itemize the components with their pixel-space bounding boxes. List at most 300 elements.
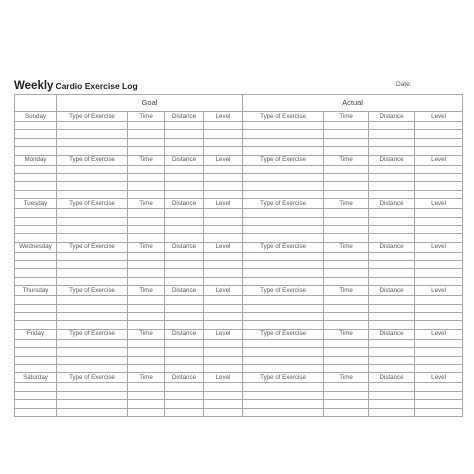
actual-column-header: Time <box>324 329 369 339</box>
entry-cell[interactable] <box>128 277 165 285</box>
entry-cell[interactable] <box>204 234 243 242</box>
entry-cell[interactable] <box>324 165 369 173</box>
entry-cell[interactable] <box>369 209 415 217</box>
entry-cell[interactable] <box>128 304 165 312</box>
entry-cell[interactable] <box>128 261 165 269</box>
entry-cell[interactable] <box>128 391 165 399</box>
group-header-row <box>15 95 463 112</box>
entry-cell[interactable] <box>204 348 243 356</box>
entry-row <box>15 400 463 408</box>
entry-cell[interactable] <box>243 269 324 277</box>
entry-cell[interactable] <box>165 261 204 269</box>
entry-cell[interactable] <box>128 138 165 146</box>
entry-cell[interactable] <box>204 383 243 391</box>
entry-cell[interactable] <box>243 348 324 356</box>
entry-cell[interactable] <box>324 277 369 285</box>
entry-cell[interactable] <box>324 391 369 399</box>
entry-cell[interactable] <box>57 138 128 146</box>
entry-cell[interactable] <box>204 269 243 277</box>
entry-cell[interactable] <box>165 269 204 277</box>
entry-cell[interactable] <box>243 173 324 181</box>
entry-cell[interactable] <box>204 209 243 217</box>
entry-cell[interactable] <box>415 165 463 173</box>
entry-cell[interactable] <box>57 383 128 391</box>
entry-cell[interactable] <box>415 400 463 408</box>
entry-cell[interactable] <box>165 138 204 146</box>
entry-cell[interactable] <box>369 313 415 321</box>
entry-cell[interactable] <box>324 348 369 356</box>
entry-cell[interactable] <box>165 356 204 364</box>
entry-cell[interactable] <box>369 296 415 304</box>
entry-cell[interactable] <box>204 122 243 130</box>
entry-cell[interactable] <box>324 296 369 304</box>
entry-cell[interactable] <box>324 313 369 321</box>
entry-cell[interactable] <box>415 225 463 233</box>
entry-cell[interactable] <box>415 261 463 269</box>
entry-cell[interactable] <box>15 122 57 130</box>
entry-cell[interactable] <box>57 408 128 416</box>
entry-cell[interactable] <box>369 182 415 190</box>
entry-cell[interactable] <box>243 209 324 217</box>
entry-cell[interactable] <box>324 217 369 225</box>
entry-row <box>15 296 463 304</box>
entry-cell[interactable] <box>15 182 57 190</box>
entry-cell[interactable] <box>57 147 128 155</box>
entry-cell[interactable] <box>128 190 165 198</box>
entry-cell[interactable] <box>57 391 128 399</box>
entry-cell[interactable] <box>243 408 324 416</box>
actual-column-header: Distance <box>369 155 415 165</box>
entry-cell[interactable] <box>15 391 57 399</box>
actual-column-header: Distance <box>369 242 415 252</box>
entry-cell[interactable] <box>128 313 165 321</box>
entry-cell[interactable] <box>15 209 57 217</box>
entry-cell[interactable] <box>324 304 369 312</box>
entry-cell[interactable] <box>243 277 324 285</box>
entry-cell[interactable] <box>243 261 324 269</box>
entry-cell[interactable] <box>165 321 204 329</box>
entry-cell[interactable] <box>243 130 324 138</box>
entry-cell[interactable] <box>165 147 204 155</box>
entry-cell[interactable] <box>204 173 243 181</box>
entry-cell[interactable] <box>204 296 243 304</box>
entry-cell[interactable] <box>369 304 415 312</box>
actual-column-header: Time <box>324 286 369 296</box>
entry-cell[interactable] <box>57 209 128 217</box>
entry-row <box>15 321 463 329</box>
entry-cell[interactable] <box>57 165 128 173</box>
entry-cell[interactable] <box>15 400 57 408</box>
entry-cell[interactable] <box>369 173 415 181</box>
entry-cell[interactable] <box>369 138 415 146</box>
entry-cell[interactable] <box>369 252 415 260</box>
entry-cell[interactable] <box>415 339 463 347</box>
entry-cell[interactable] <box>15 304 57 312</box>
entry-cell[interactable] <box>324 383 369 391</box>
day-label-row <box>15 112 463 122</box>
entry-cell[interactable] <box>369 190 415 198</box>
actual-column-header: Type of Exercise <box>243 242 324 252</box>
entry-cell[interactable] <box>57 225 128 233</box>
entry-cell[interactable] <box>128 217 165 225</box>
entry-cell[interactable] <box>165 364 204 372</box>
entry-cell[interactable] <box>369 408 415 416</box>
entry-cell[interactable] <box>57 173 128 181</box>
entry-cell[interactable] <box>15 252 57 260</box>
entry-cell[interactable] <box>204 190 243 198</box>
entry-cell[interactable] <box>15 408 57 416</box>
entry-cell[interactable] <box>415 173 463 181</box>
entry-cell[interactable] <box>369 364 415 372</box>
entry-cell[interactable] <box>165 339 204 347</box>
entry-cell[interactable] <box>369 234 415 242</box>
entry-cell[interactable] <box>243 339 324 347</box>
title-rest: Cardio Exercise Log <box>55 81 138 91</box>
entry-cell[interactable] <box>15 173 57 181</box>
goal-column-header: Level <box>204 112 243 122</box>
entry-row <box>15 165 463 173</box>
goal-column-header: Distance <box>165 242 204 252</box>
entry-cell[interactable] <box>15 130 57 138</box>
entry-cell[interactable] <box>57 190 128 198</box>
entry-cell[interactable] <box>204 364 243 372</box>
entry-cell[interactable] <box>15 138 57 146</box>
entry-cell[interactable] <box>204 261 243 269</box>
entry-cell[interactable] <box>15 356 57 364</box>
entry-cell[interactable] <box>165 313 204 321</box>
entry-cell[interactable] <box>57 277 128 285</box>
entry-cell[interactable] <box>15 321 57 329</box>
entry-cell[interactable] <box>57 313 128 321</box>
entry-cell[interactable] <box>243 313 324 321</box>
entry-cell[interactable] <box>415 296 463 304</box>
entry-cell[interactable] <box>324 364 369 372</box>
entry-cell[interactable] <box>243 147 324 155</box>
goal-column-header: Time <box>128 242 165 252</box>
entry-cell[interactable] <box>15 234 57 242</box>
day-name: Saturday <box>15 373 57 383</box>
entry-cell[interactable] <box>324 252 369 260</box>
entry-cell[interactable] <box>57 122 128 130</box>
day-label-row <box>15 373 463 383</box>
entry-cell[interactable] <box>15 383 57 391</box>
entry-cell[interactable] <box>165 122 204 130</box>
day-name: Tuesday <box>15 199 57 209</box>
entry-cell[interactable] <box>204 339 243 347</box>
day-name: Thursday <box>15 286 57 296</box>
entry-cell[interactable] <box>415 408 463 416</box>
goal-column-header: Distance <box>165 112 204 122</box>
entry-cell[interactable] <box>324 122 369 130</box>
entry-cell[interactable] <box>57 304 128 312</box>
goal-column-header: Level <box>204 242 243 252</box>
entry-cell[interactable] <box>243 400 324 408</box>
day-name: Wednesday <box>15 242 57 252</box>
entry-row <box>15 225 463 233</box>
entry-cell[interactable] <box>15 277 57 285</box>
entry-cell[interactable] <box>128 173 165 181</box>
entry-cell[interactable] <box>165 296 204 304</box>
entry-cell[interactable] <box>369 277 415 285</box>
entry-cell[interactable] <box>204 321 243 329</box>
entry-cell[interactable] <box>165 348 204 356</box>
entry-cell[interactable] <box>57 339 128 347</box>
entry-cell[interactable] <box>15 348 57 356</box>
entry-cell[interactable] <box>204 225 243 233</box>
entry-cell[interactable] <box>15 217 57 225</box>
entry-row <box>15 304 463 312</box>
entry-cell[interactable] <box>324 400 369 408</box>
entry-cell[interactable] <box>243 321 324 329</box>
entry-cell[interactable] <box>165 400 204 408</box>
entry-cell[interactable] <box>204 277 243 285</box>
entry-cell[interactable] <box>165 182 204 190</box>
entry-cell[interactable] <box>204 391 243 399</box>
entry-cell[interactable] <box>324 147 369 155</box>
entry-cell[interactable] <box>15 296 57 304</box>
entry-cell[interactable] <box>128 296 165 304</box>
entry-cell[interactable] <box>243 252 324 260</box>
entry-cell[interactable] <box>128 234 165 242</box>
entry-cell[interactable] <box>415 190 463 198</box>
entry-cell[interactable] <box>243 304 324 312</box>
entry-cell[interactable] <box>243 138 324 146</box>
entry-cell[interactable] <box>369 165 415 173</box>
entry-cell[interactable] <box>324 321 369 329</box>
entry-cell[interactable] <box>324 225 369 233</box>
entry-cell[interactable] <box>369 225 415 233</box>
entry-cell[interactable] <box>57 130 128 138</box>
entry-cell[interactable] <box>57 348 128 356</box>
entry-cell[interactable] <box>57 269 128 277</box>
entry-cell[interactable] <box>324 339 369 347</box>
entry-cell[interactable] <box>324 269 369 277</box>
entry-cell[interactable] <box>415 277 463 285</box>
entry-cell[interactable] <box>57 356 128 364</box>
entry-row <box>15 356 463 364</box>
entry-cell[interactable] <box>243 182 324 190</box>
entry-cell[interactable] <box>57 234 128 242</box>
entry-cell[interactable] <box>415 209 463 217</box>
entry-cell[interactable] <box>204 400 243 408</box>
entry-cell[interactable] <box>324 182 369 190</box>
entry-cell[interactable] <box>128 321 165 329</box>
entry-cell[interactable] <box>128 130 165 138</box>
entry-cell[interactable] <box>415 269 463 277</box>
entry-cell[interactable] <box>57 321 128 329</box>
entry-cell[interactable] <box>165 165 204 173</box>
entry-cell[interactable] <box>369 339 415 347</box>
entry-cell[interactable] <box>415 364 463 372</box>
entry-cell[interactable] <box>369 391 415 399</box>
entry-cell[interactable] <box>415 234 463 242</box>
entry-cell[interactable] <box>324 356 369 364</box>
entry-cell[interactable] <box>57 252 128 260</box>
entry-cell[interactable] <box>15 261 57 269</box>
entry-cell[interactable] <box>165 391 204 399</box>
entry-cell[interactable] <box>369 269 415 277</box>
goal-header: Goal <box>57 95 243 112</box>
entry-cell[interactable] <box>369 130 415 138</box>
entry-cell[interactable] <box>415 356 463 364</box>
entry-cell[interactable] <box>243 217 324 225</box>
entry-cell[interactable] <box>243 364 324 372</box>
entry-cell[interactable] <box>57 182 128 190</box>
actual-column-header: Level <box>415 242 463 252</box>
entry-cell[interactable] <box>324 234 369 242</box>
entry-cell[interactable] <box>243 165 324 173</box>
actual-column-header: Time <box>324 373 369 383</box>
entry-cell[interactable] <box>15 269 57 277</box>
title-weekly: Weekly <box>14 80 54 92</box>
day-label-row <box>15 199 463 209</box>
entry-cell[interactable] <box>128 408 165 416</box>
entry-row <box>15 252 463 260</box>
entry-cell[interactable] <box>204 165 243 173</box>
entry-cell[interactable] <box>128 269 165 277</box>
entry-cell[interactable] <box>415 217 463 225</box>
entry-cell[interactable] <box>128 356 165 364</box>
entry-cell[interactable] <box>369 356 415 364</box>
entry-cell[interactable] <box>243 356 324 364</box>
entry-cell[interactable] <box>204 138 243 146</box>
entry-cell[interactable] <box>204 217 243 225</box>
actual-column-header: Type of Exercise <box>243 199 324 209</box>
entry-cell[interactable] <box>15 339 57 347</box>
entry-cell[interactable] <box>243 190 324 198</box>
entry-cell[interactable] <box>324 138 369 146</box>
entry-cell[interactable] <box>324 408 369 416</box>
entry-cell[interactable] <box>243 122 324 130</box>
entry-cell[interactable] <box>128 364 165 372</box>
goal-column-header: Level <box>204 373 243 383</box>
entry-cell[interactable] <box>128 225 165 233</box>
entry-cell[interactable] <box>204 304 243 312</box>
entry-cell[interactable] <box>165 173 204 181</box>
entry-cell[interactable] <box>165 234 204 242</box>
entry-cell[interactable] <box>128 348 165 356</box>
entry-cell[interactable] <box>57 296 128 304</box>
entry-cell[interactable] <box>128 147 165 155</box>
entry-cell[interactable] <box>369 217 415 225</box>
entry-cell[interactable] <box>415 147 463 155</box>
entry-cell[interactable] <box>204 147 243 155</box>
entry-cell[interactable] <box>415 182 463 190</box>
goal-column-header: Distance <box>165 329 204 339</box>
entry-cell[interactable] <box>415 391 463 399</box>
entry-cell[interactable] <box>128 339 165 347</box>
entry-cell[interactable] <box>165 408 204 416</box>
entry-cell[interactable] <box>165 304 204 312</box>
entry-cell[interactable] <box>324 173 369 181</box>
entry-cell[interactable] <box>165 217 204 225</box>
entry-cell[interactable] <box>369 348 415 356</box>
actual-column-header: Level <box>415 373 463 383</box>
entry-cell[interactable] <box>415 348 463 356</box>
entry-cell[interactable] <box>204 408 243 416</box>
entry-cell[interactable] <box>15 225 57 233</box>
entry-row <box>15 217 463 225</box>
entry-cell[interactable] <box>128 122 165 130</box>
actual-column-header: Time <box>324 112 369 122</box>
goal-column-header: Level <box>204 199 243 209</box>
entry-cell[interactable] <box>204 356 243 364</box>
day-label-row <box>15 242 463 252</box>
entry-cell[interactable] <box>204 130 243 138</box>
entry-cell[interactable] <box>165 225 204 233</box>
entry-cell[interactable] <box>128 165 165 173</box>
entry-cell[interactable] <box>415 383 463 391</box>
entry-cell[interactable] <box>243 225 324 233</box>
entry-cell[interactable] <box>128 182 165 190</box>
entry-cell[interactable] <box>415 313 463 321</box>
entry-row <box>15 339 463 347</box>
actual-column-header: Level <box>415 286 463 296</box>
entry-cell[interactable] <box>415 304 463 312</box>
entry-cell[interactable] <box>165 383 204 391</box>
entry-row <box>15 408 463 416</box>
entry-cell[interactable] <box>243 234 324 242</box>
day-label-row <box>15 329 463 339</box>
entry-cell[interactable] <box>369 321 415 329</box>
entry-cell[interactable] <box>369 261 415 269</box>
entry-cell[interactable] <box>204 313 243 321</box>
entry-cell[interactable] <box>243 296 324 304</box>
entry-cell[interactable] <box>57 364 128 372</box>
entry-cell[interactable] <box>243 383 324 391</box>
entry-cell[interactable] <box>243 391 324 399</box>
entry-cell[interactable] <box>415 130 463 138</box>
entry-cell[interactable] <box>369 147 415 155</box>
entry-cell[interactable] <box>128 400 165 408</box>
entry-cell[interactable] <box>415 138 463 146</box>
actual-column-header: Type of Exercise <box>243 286 324 296</box>
entry-cell[interactable] <box>415 321 463 329</box>
actual-column-header: Type of Exercise <box>243 155 324 165</box>
actual-column-header: Type of Exercise <box>243 373 324 383</box>
entry-cell[interactable] <box>324 209 369 217</box>
entry-cell[interactable] <box>128 252 165 260</box>
entry-cell[interactable] <box>165 252 204 260</box>
entry-cell[interactable] <box>324 190 369 198</box>
entry-cell[interactable] <box>204 182 243 190</box>
entry-cell[interactable] <box>15 364 57 372</box>
entry-cell[interactable] <box>165 277 204 285</box>
entry-cell[interactable] <box>165 190 204 198</box>
entry-cell[interactable] <box>165 209 204 217</box>
entry-cell[interactable] <box>57 400 128 408</box>
entry-cell[interactable] <box>15 147 57 155</box>
entry-cell[interactable] <box>369 400 415 408</box>
entry-cell[interactable] <box>165 130 204 138</box>
entry-cell[interactable] <box>128 209 165 217</box>
entry-cell[interactable] <box>415 122 463 130</box>
entry-cell[interactable] <box>57 261 128 269</box>
entry-cell[interactable] <box>324 261 369 269</box>
entry-cell[interactable] <box>15 190 57 198</box>
entry-cell[interactable] <box>15 165 57 173</box>
entry-cell[interactable] <box>204 252 243 260</box>
entry-cell[interactable] <box>15 313 57 321</box>
entry-cell[interactable] <box>57 217 128 225</box>
entry-cell[interactable] <box>369 383 415 391</box>
entry-row <box>15 383 463 391</box>
entry-cell[interactable] <box>324 130 369 138</box>
entry-cell[interactable] <box>369 122 415 130</box>
entry-cell[interactable] <box>128 383 165 391</box>
entry-cell[interactable] <box>415 252 463 260</box>
date-label: Date: <box>396 81 412 88</box>
